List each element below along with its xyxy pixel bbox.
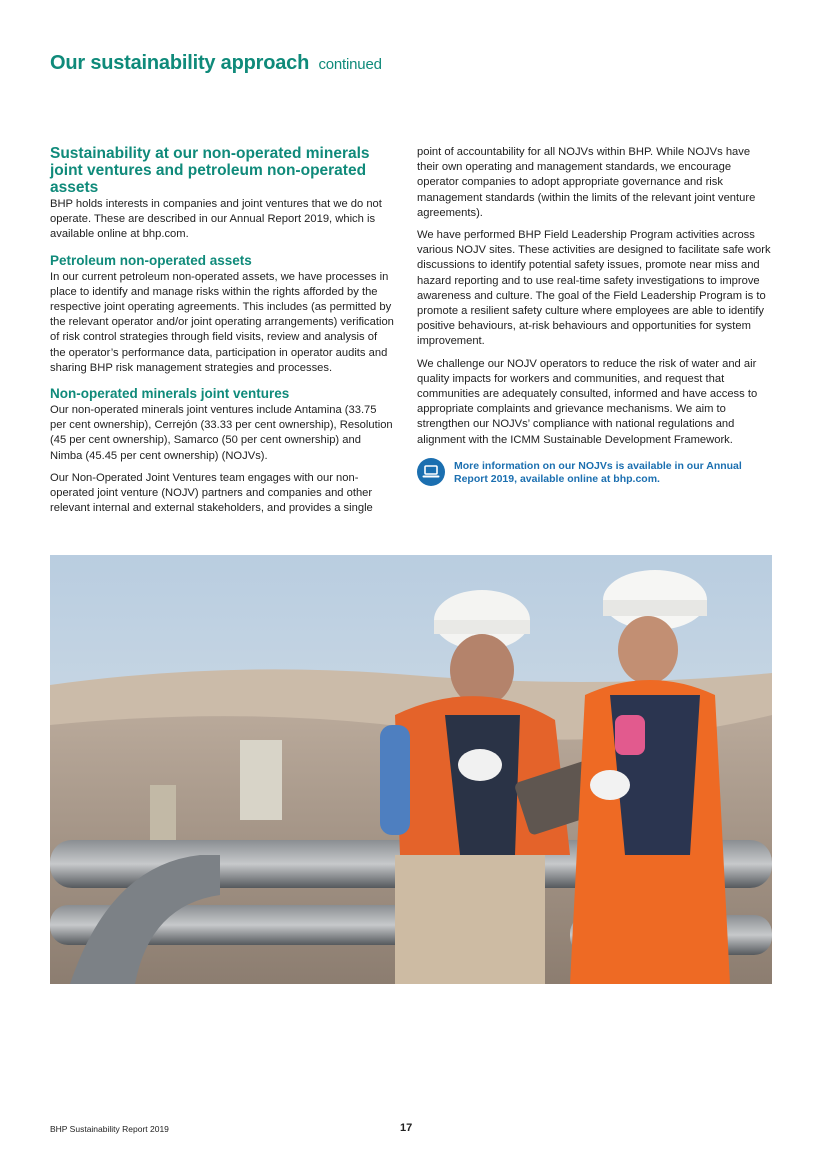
subheading-petroleum: Petroleum non-operated assets [50, 252, 252, 268]
minerals-paragraph-1: Our non-operated minerals joint ventures include Antamina (33.75 per cent ownership), Cerrejón (33.33 per cent ownership), Resolution (45 per cent ownership), Samarco (50 per cent ownership) and Nimba (45.45 per cent ownership) (NOJVs). [50, 404, 393, 462]
intro-paragraph: BHP holds interests in companies and joint ventures that we do not operate. These are described in our Annual Report 2019, which is available online at bhp.com. [50, 198, 382, 241]
subheading-minerals: Non-operated minerals joint ventures [50, 386, 290, 402]
footer-report-name: BHP Sustainability Report 2019 [50, 1124, 169, 1134]
annual-report-callout[interactable] [417, 458, 773, 486]
right-column [417, 145, 773, 486]
accountability-paragraph: point of accountability for all NOJVs within BHP. While NOJVs have their own operating and management standards, we encourage operator companies to adopt appropriate governance and risk management standards (within the limits of the relevant joint venture agreements). [417, 146, 756, 219]
callout-text[interactable]: More information on our NOJVs is available in our Annual Report 2019, available online at bhp.com. [454, 459, 742, 485]
workers-photo [50, 555, 772, 984]
field-leadership-paragraph: We have performed BHP Field Leadership Program activities across various NOJV sites. These activities are designed to facilitate safe work discussions to identify potential safety issues, promote near miss and hazard reporting and to use real-time safety investigations to improve awareness and culture. The goal of the Field Leadership Program is to promote a resilient safety culture where employees are able to identify positive behaviours, at-risk behaviours and opportunities for system improvement. [417, 229, 771, 348]
petroleum-paragraph: In our current petroleum non-operated assets, we have processes in place to identify and manage risks within the rights afforded by the respective joint operating agreements. This includes (as permitted by the relevant operator and/or joint operating arrangements) verification of risk control strategies through field visits, review and analysis of the operator’s performance data, participation in operator audits and sharing BHP risk management strategies and processes. [50, 270, 394, 374]
page-title [50, 52, 382, 75]
page-title-continued: continued [318, 56, 382, 73]
page-title-main: Our sustainability approach [50, 52, 310, 74]
footer-page-number: 17 [400, 1122, 413, 1134]
section-heading-nojv: Sustainability at our non-operated minerals joint ventures and petroleum non-operated assets [50, 145, 370, 196]
minerals-paragraph-2: Our Non-Operated Joint Ventures team engages with our non-operated joint venture (NOJV) partners and companies and other relevant internal and external stakeholders, and provides a single [50, 471, 373, 515]
laptop-icon [417, 458, 445, 486]
left-column [50, 145, 395, 523]
operators-challenge-paragraph: We challenge our NOJV operators to reduce the risk of water and air quality impacts for workers and communities, and request that communities are adequately consulted, informed and have access to appropriate complaints and grievance mechanisms. We aim to strengthen our NOJVs’ compliance with national regulations and alignment with the ICMM Sustainable Development Framework. [417, 357, 758, 446]
